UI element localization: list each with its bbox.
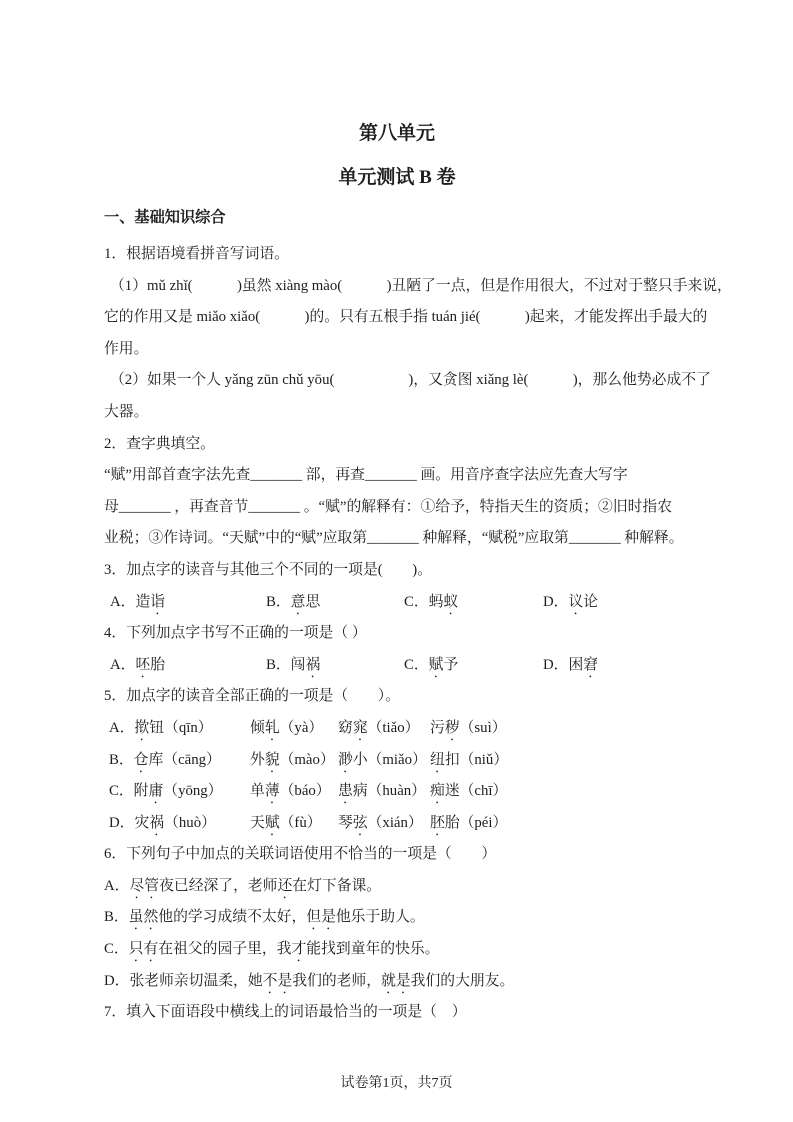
q5-word: 渺小（miǎo） [338,751,427,768]
q5-word: 天赋（fù） [250,814,322,831]
paper-title: 单元测试 B 卷 [338,167,456,188]
q3-stem: 3．加点字的读音与其他三个不同的一项是( )。 [104,561,432,578]
page-footer: 试卷第1页，共7页 [340,1076,453,1091]
q1-part1-line: （1）mǔ zhǐ( )虽然 xiàng mào( )丑陋了一点，但是作用很大，不过对于整只手来说， [110,277,732,294]
q5-word: 外貌（mào） [250,751,335,768]
q4-options-row [104,650,690,682]
q6-option-a: A．尽管夜已经深了，老师还在灯下备课。 [104,877,382,894]
q5-word: B．仓库（cāng） [109,751,221,768]
q5-option-row-a [104,713,690,745]
q5-word: 纽扣（niǔ） [430,751,509,768]
q3-option-c: C．蚂蚁 [404,593,459,610]
q6-option-d: D．张老师亲切温柔，她不是我们的老师，就是我们的大朋友。 [104,972,515,989]
unit-title: 第八单元 [358,123,435,144]
q5-option-row-c [104,776,690,808]
q1-part1-line: 作用。 [104,340,149,357]
q1-part1-line: 它的作用又是 miǎo xiǎo( )的。只有五根手指 tuán jié( )起来，才能发挥出手最大的 [104,309,708,326]
q5-word: D．灾祸（huò） [109,814,216,831]
q5-option-row-b [104,745,690,777]
q4-option-b: B．闯祸 [266,656,321,673]
q6-stem: 6．下列句子中加点的关联词语使用不恰当的一项是（ ） [104,846,497,863]
q1-part2-line: 大器。 [104,403,149,420]
q5-word: 痴迷（chī） [430,783,508,800]
q5-word: 单薄（báo） [250,783,331,800]
q3-option-d: D．议论 [543,593,599,610]
q5-word: 胚胎（péi） [430,814,508,831]
q5-word: 琴弦（xián） [338,814,423,831]
q3-option-b: B．意思 [266,593,321,610]
q5-option-row-d [104,808,690,840]
q5-word: 倾轧（yà） [250,719,324,736]
q2-line: 母_______ ，再查音节_______ 。“赋”的解释有：①给予，特指天生的资质；②旧时指农 [104,498,673,515]
q3-options-row [104,587,690,619]
q4-option-c: C．赋予 [404,656,459,673]
q2-line: 业税；③作诗词。“天赋”中的“赋”应取第_______ 种解释，“赋税”应取第_______ 种解释。 [104,530,684,547]
q6-option-c: C．只有在祖父的园子里，我才能找到童年的快乐。 [104,941,440,958]
q5-word: 窈窕（tiǎo） [338,719,420,736]
q5-stem: 5．加点字的读音全部正确的一项是（ ）。 [104,688,400,705]
q5-word: A．揿钮（qīn） [109,719,213,736]
q6-option-b: B．虽然他的学习成绩不太好，但是他乐于助人。 [104,909,425,926]
q4-option-d: D．困窘 [543,656,599,673]
q2-stem: 2．查字典填空。 [104,435,215,452]
q7-stem: 7．填入下面语段中横线上的词语最恰当的一项是（ ） [104,1004,467,1021]
q1-part2-line: （2）如果一个人 yǎng zūn chǔ yōu( )，又贪图 xiǎng lè( )，那么他势必成不了 [110,372,711,389]
q4-stem: 4．下列加点字书写不正确的一项是（ ） [104,625,367,642]
q3-option-a: A．造诣 [110,593,166,610]
q2-line: “赋”用部首查字法先查_______ 部，再查_______ 画。用音序查字法应先查大写字 [104,467,628,484]
section-heading: 一、基础知识综合 [104,209,226,226]
q5-word: 患病（huàn） [338,783,426,800]
q5-word: C．附庸（yōng） [109,783,223,800]
q1-stem: 1．根据语境看拼音写词语。 [104,246,289,262]
q5-word: 污秽（suì） [430,719,507,736]
q4-option-a: A．呸胎 [110,656,166,673]
